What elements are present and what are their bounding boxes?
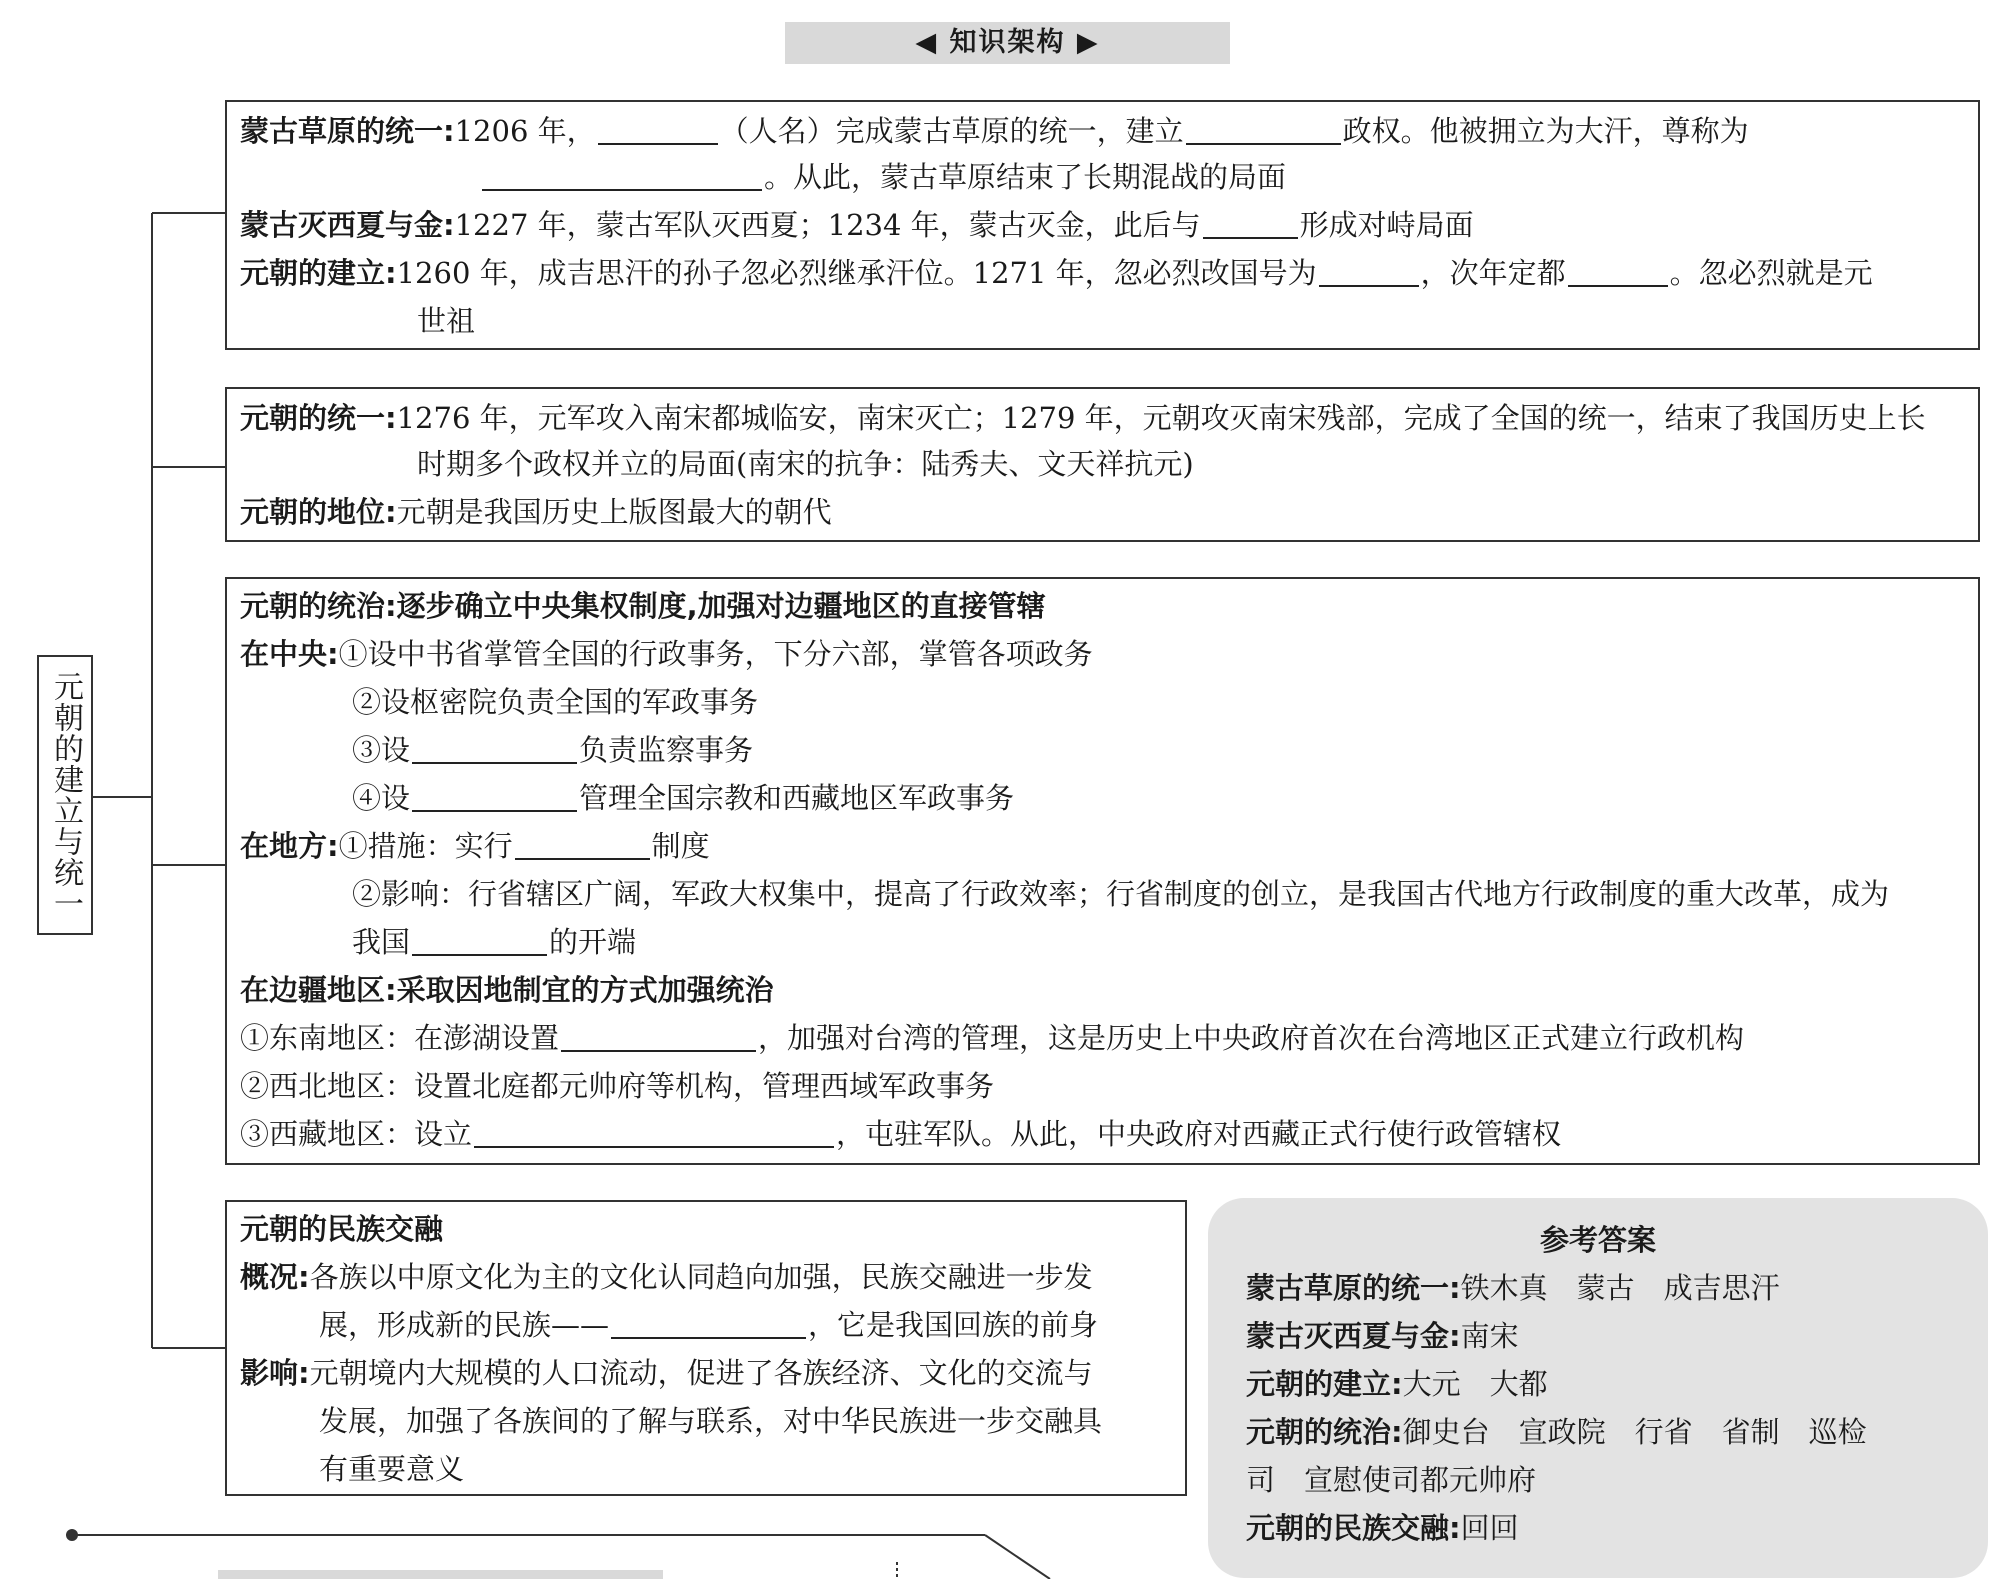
blank-line (1568, 255, 1668, 287)
text: 元朝是我国历史上版图最大的朝代 (396, 495, 832, 529)
line-local-2-cont (352, 922, 636, 962)
answer-line-2 (1246, 1316, 1519, 1356)
line-frontier-northwest: ②西北地区：设置北庭都元帅府等机构，管理西域军政事务 (240, 1069, 995, 1103)
label-yuan-status: 元朝的地位: (240, 495, 397, 529)
line-central-4 (352, 778, 1014, 818)
box-yuan-unification (225, 387, 1980, 542)
text: 1276 年，元军攻入南宋都城临安，南宋灭亡；1279 年，元朝攻灭南宋残部，完成了全国的统一，结束了我国历史上长 (396, 401, 1926, 435)
footer-diagonal (985, 1535, 1050, 1579)
text: ①设中书省掌管全国的行政事务，下分六部，掌管各项政务 (338, 637, 1093, 671)
answer-text: 铁木真 蒙古 成吉思汗 (1460, 1271, 1780, 1305)
answer-text: 南宋 (1460, 1319, 1519, 1353)
blank-line (611, 1307, 806, 1339)
line-local-2: ②影响：行省辖区广阔，军政大权集中，提高了行政效率；行省制度的创立，是我国古代地方行政制度的重大改革，成为 (352, 877, 1890, 911)
line-yuan-unification (240, 398, 1926, 438)
line-impact-2: 发展，加强了各族间的了解与联系，对中华民族进一步交融具 (319, 1404, 1103, 1438)
blank-line (1186, 113, 1341, 145)
text: 政权。他被拥立为大汗，尊称为 (1342, 114, 1749, 148)
box-yuan-rule (225, 577, 1980, 1165)
line-yuan-founding (240, 253, 1873, 293)
line-local-1 (240, 826, 710, 866)
answer-text: 大元 大都 (1402, 1367, 1548, 1401)
line-overview-2 (319, 1305, 1098, 1345)
answer-text: 回回 (1460, 1511, 1519, 1545)
text: 制度 (651, 829, 710, 863)
line-central-1 (240, 634, 1093, 674)
text: 我国 (352, 925, 411, 959)
text: ①东南地区：在澎湖设置 (240, 1021, 560, 1055)
blank-line (412, 732, 577, 764)
text: ，加强对台湾的管理，这是历史上中央政府首次在台湾地区正式建立行政机构 (758, 1021, 1745, 1055)
text: ，次年定都 (1420, 256, 1566, 290)
blank-line (1319, 255, 1419, 287)
blank-line (412, 780, 577, 812)
answer-label: 蒙古草原的统一: (1246, 1271, 1461, 1305)
answer-line-4-cont: 司 宣慰使司都元帅府 (1246, 1463, 1537, 1497)
box-mongol-unification (225, 100, 1980, 350)
label-yuan-unification: 元朝的统一: (240, 401, 397, 435)
text: ，屯驻军队。从此，中央政府对西藏正式行使行政管辖权 (836, 1117, 1562, 1151)
text: 1206 年， (454, 114, 596, 148)
text: ④设 (352, 781, 411, 815)
line-central-2: ②设枢密院负责全国的军政事务 (352, 685, 759, 719)
section-header: ◀ 知识架构 ▶ (785, 22, 1230, 64)
blank-line (598, 113, 718, 145)
blank-line (412, 924, 547, 956)
text: 。从此，蒙古草原结束了长期混战的局面 (764, 160, 1287, 194)
answer-label: 元朝的民族交融: (1246, 1511, 1461, 1545)
line-yuan-founding-cont: 世祖 (417, 304, 476, 338)
text: 管理全国宗教和西藏地区军政事务 (579, 781, 1015, 815)
blank-line (1203, 207, 1298, 239)
answer-label: 元朝的统治: (1246, 1415, 1403, 1449)
label-local: 在地方: (240, 829, 339, 863)
text: 的开端 (549, 925, 637, 959)
answer-label: 蒙古灭西夏与金: (1246, 1319, 1461, 1353)
answer-title: 参考答案 (1539, 1223, 1656, 1257)
text: 负责监察事务 (579, 733, 754, 767)
label-yuan-founding: 元朝的建立: (240, 256, 397, 290)
text: 。忽必烈就是元 (1669, 256, 1873, 290)
integration-title: 元朝的民族交融 (240, 1212, 444, 1246)
text: 1227 年，蒙古军队灭西夏；1234 年，蒙古灭金，此后与 (454, 208, 1201, 242)
footer-dot (66, 1529, 78, 1541)
line-central-3 (352, 730, 753, 770)
answer-line-5 (1246, 1508, 1519, 1548)
blank-line (474, 1116, 834, 1148)
answer-label: 元朝的建立: (1246, 1367, 1403, 1401)
line-xixia-jin (240, 205, 1474, 245)
label-overview: 概况: (240, 1260, 310, 1294)
line-mongol-steppe (240, 111, 1749, 151)
line-impact-1 (240, 1353, 1093, 1393)
text: ③设 (352, 733, 411, 767)
blank-line (515, 828, 650, 860)
footer-gray-bar (218, 1570, 663, 1579)
line-impact-3: 有重要意义 (319, 1452, 465, 1486)
text: ①措施：实行 (338, 829, 513, 863)
blank-line (561, 1020, 756, 1052)
line-frontier-southeast (240, 1018, 1744, 1058)
line-yuan-unification-cont: 时期多个政权并立的局面(南宋的抗争：陆秀夫、文天祥抗元) (417, 447, 1194, 481)
answer-line-4 (1246, 1412, 1867, 1452)
text: ③西藏地区：设立 (240, 1117, 473, 1151)
text: 形成对峙局面 (1299, 208, 1474, 242)
label-mongol-steppe: 蒙古草原的统一: (240, 114, 455, 148)
line-frontier-tibet (240, 1114, 1561, 1154)
line-yuan-status (240, 492, 832, 532)
text: 元朝境内大规模的人口流动，促进了各族经济、文化的交流与 (309, 1356, 1093, 1390)
label-central: 在中央: (240, 637, 339, 671)
answer-text: 御史台 宣政院 行省 省制 巡检 (1402, 1415, 1867, 1449)
answer-line-3 (1246, 1364, 1548, 1404)
text: ，它是我国回族的前身 (808, 1308, 1099, 1342)
frontier-title: 在边疆地区:采取因地制宜的方式加强统治 (240, 973, 774, 1007)
text: （人名）完成蒙古草原的统一，建立 (719, 114, 1184, 148)
box-ethnic-integration (225, 1200, 1187, 1496)
line-mongol-steppe-cont (480, 157, 1286, 197)
text: 各族以中原文化为主的文化认同趋向加强，民族交融进一步发 (309, 1260, 1093, 1294)
answer-panel (1208, 1198, 1988, 1578)
answer-line-1 (1246, 1268, 1780, 1308)
label-impact: 影响: (240, 1356, 310, 1390)
side-title: 元朝的建立与统一 (37, 655, 93, 935)
rule-title: 元朝的统治:逐步确立中央集权制度,加强对边疆地区的直接管辖 (240, 589, 1046, 623)
text: 1260 年，成吉思汗的孙子忽必烈继承汗位。1271 年，忽必烈改国号为 (396, 256, 1317, 290)
text: 展，形成新的民族—— (319, 1308, 610, 1342)
line-overview-1 (240, 1257, 1093, 1297)
label-xixia-jin: 蒙古灭西夏与金: (240, 208, 455, 242)
blank-line (482, 159, 762, 191)
